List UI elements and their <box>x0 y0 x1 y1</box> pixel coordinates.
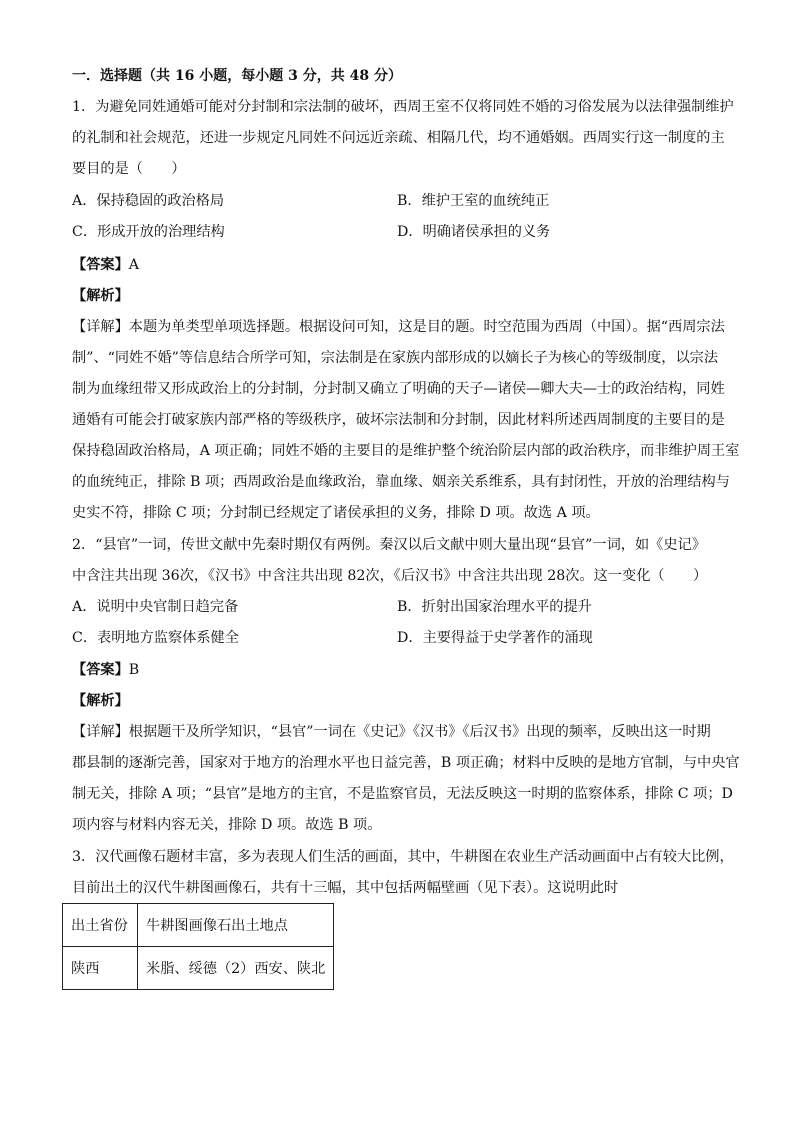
question-2-detail-line-1: 【详解】根据题干及所学知识，“县官”一词在《史记》《汉书》《后汉书》出现的频率，反映出这一时期 <box>72 724 711 740</box>
answer-value: B <box>128 662 140 678</box>
question-2-stem-line-2: 中含注共出现 36次，《汉书》中含注共出现 82次，《后汉书》中含注共出现 28次。这一变化（ ） <box>72 568 708 584</box>
question-1-analysis-label: 【解析】 <box>72 288 129 304</box>
unearthed-sites-table <box>62 903 334 990</box>
question-1-detail-line-1: 【详解】本题为单类型单项选择题。根据设问可知，这是目的题。时空范围为西周（中国）。据“西周宗法 <box>72 319 725 335</box>
answer-label: 【答案】 <box>72 257 129 273</box>
question-2-option-a: A．说明中央官制日趋完备 <box>72 599 239 615</box>
question-1-detail-line-5: 保持稳固政治格局，A 项正确；同姓不婚的主要目的是维护整个统治阶层内部的政治秩序，而非维护周王室 <box>72 443 740 459</box>
table-header-row <box>63 904 334 947</box>
question-1-stem-line-1: 1．为避免同姓通婚可能对分封制和宗法制的破坏，西周王室不仅将同姓不婚的习俗发展为以法律强制维护 <box>72 99 734 115</box>
question-1-detail-line-2: 制”、“同姓不婚”等信息结合所学可知，宗法制是在家族内部形成的以嫡长子为核心的等级制度，以宗法 <box>72 350 719 366</box>
table-cell: 米脂、绥德（2）西安、陕北 <box>138 947 334 990</box>
question-2-option-c: C．表明地方监察体系健全 <box>72 630 239 646</box>
question-2-stem-line-1: 2．“县官”一词，传世文献中先秦时期仅有两例。秦汉以后文献中则大量出现“县官”一词，如《史记》 <box>72 537 706 553</box>
question-3-stem-line-1: 3．汉代画像石题材丰富，多为表现人们生活的画面，其中，牛耕图在农业生产活动画面中占有较大比例， <box>72 849 734 865</box>
question-2-detail-line-3: 制无关，排除 A 项；“县官”是地方的主官，不是监察官员，无法反映这一时期的监察体系，排除 C 项；D <box>72 786 733 802</box>
question-2-option-b: B．折射出国家治理水平的提升 <box>397 599 592 615</box>
question-1-stem-line-2: 的礼制和社会规范，还进一步规定凡同姓不问远近亲疏、相隔几代，均不通婚姻。西周实行这一制度的主 <box>72 130 725 146</box>
question-1-detail-line-6: 的血统纯正，排除 B 项；西周政治是血缘政治，靠血缘、姻亲关系维系，具有封闭性，开放的治理结构与 <box>72 474 730 490</box>
table-header-cell: 出土省份 <box>63 904 138 947</box>
question-2-analysis-label: 【解析】 <box>72 693 129 709</box>
answer-value: A <box>128 257 140 273</box>
question-2-detail-line-4: 项内容与材料内容无关，排除 D 项。故选 B 项。 <box>72 817 382 833</box>
question-1-option-d: D．明确诸侯承担的义务 <box>397 224 551 240</box>
question-1-option-c: C．形成开放的治理结构 <box>72 224 225 240</box>
question-1-detail-line-3: 制为血缘纽带又形成政治上的分封制，分封制又确立了明确的天子—诸侯—卿大夫—士的政治结构，同姓 <box>72 381 725 397</box>
section-title: 一．选择题（共 16 小题，每小题 3 分，共 48 分） <box>72 68 402 84</box>
question-1-option-a: A．保持稳固的政治格局 <box>72 193 225 209</box>
question-1-stem-line-3: 要目的是（ ） <box>72 161 186 177</box>
table-row <box>63 947 334 990</box>
table-cell: 陕西 <box>63 947 138 990</box>
question-1-detail-line-4: 通婚有可能会打破家族内部严格的等级秩序，破坏宗法制和分封制，因此材料所述西周制度的主要目的是 <box>72 412 725 428</box>
question-2-detail-line-2: 郡县制的逐渐完善，国家对于地方的治理水平也日益完善，B 项正确；材料中反映的是地方官制，与中央官 <box>72 755 740 771</box>
question-1-option-b: B．维护王室的血统纯正 <box>397 193 550 209</box>
question-2-option-d: D．主要得益于史学著作的涌现 <box>397 630 593 646</box>
question-3-stem-line-2: 目前出土的汉代牛耕图画像石，共有十三幅，其中包括两幅壁画（见下表）。这说明此时 <box>72 880 619 896</box>
question-2-answer <box>72 660 732 680</box>
answer-label: 【答案】 <box>72 662 129 678</box>
question-1-detail-line-7: 史实不符，排除 C 项；分封制已经规定了诸侯承担的义务，排除 D 项。故选 A 项。 <box>72 505 600 521</box>
table-header-cell: 牛耕图画像石出土地点 <box>138 904 334 947</box>
question-1-answer <box>72 255 732 275</box>
